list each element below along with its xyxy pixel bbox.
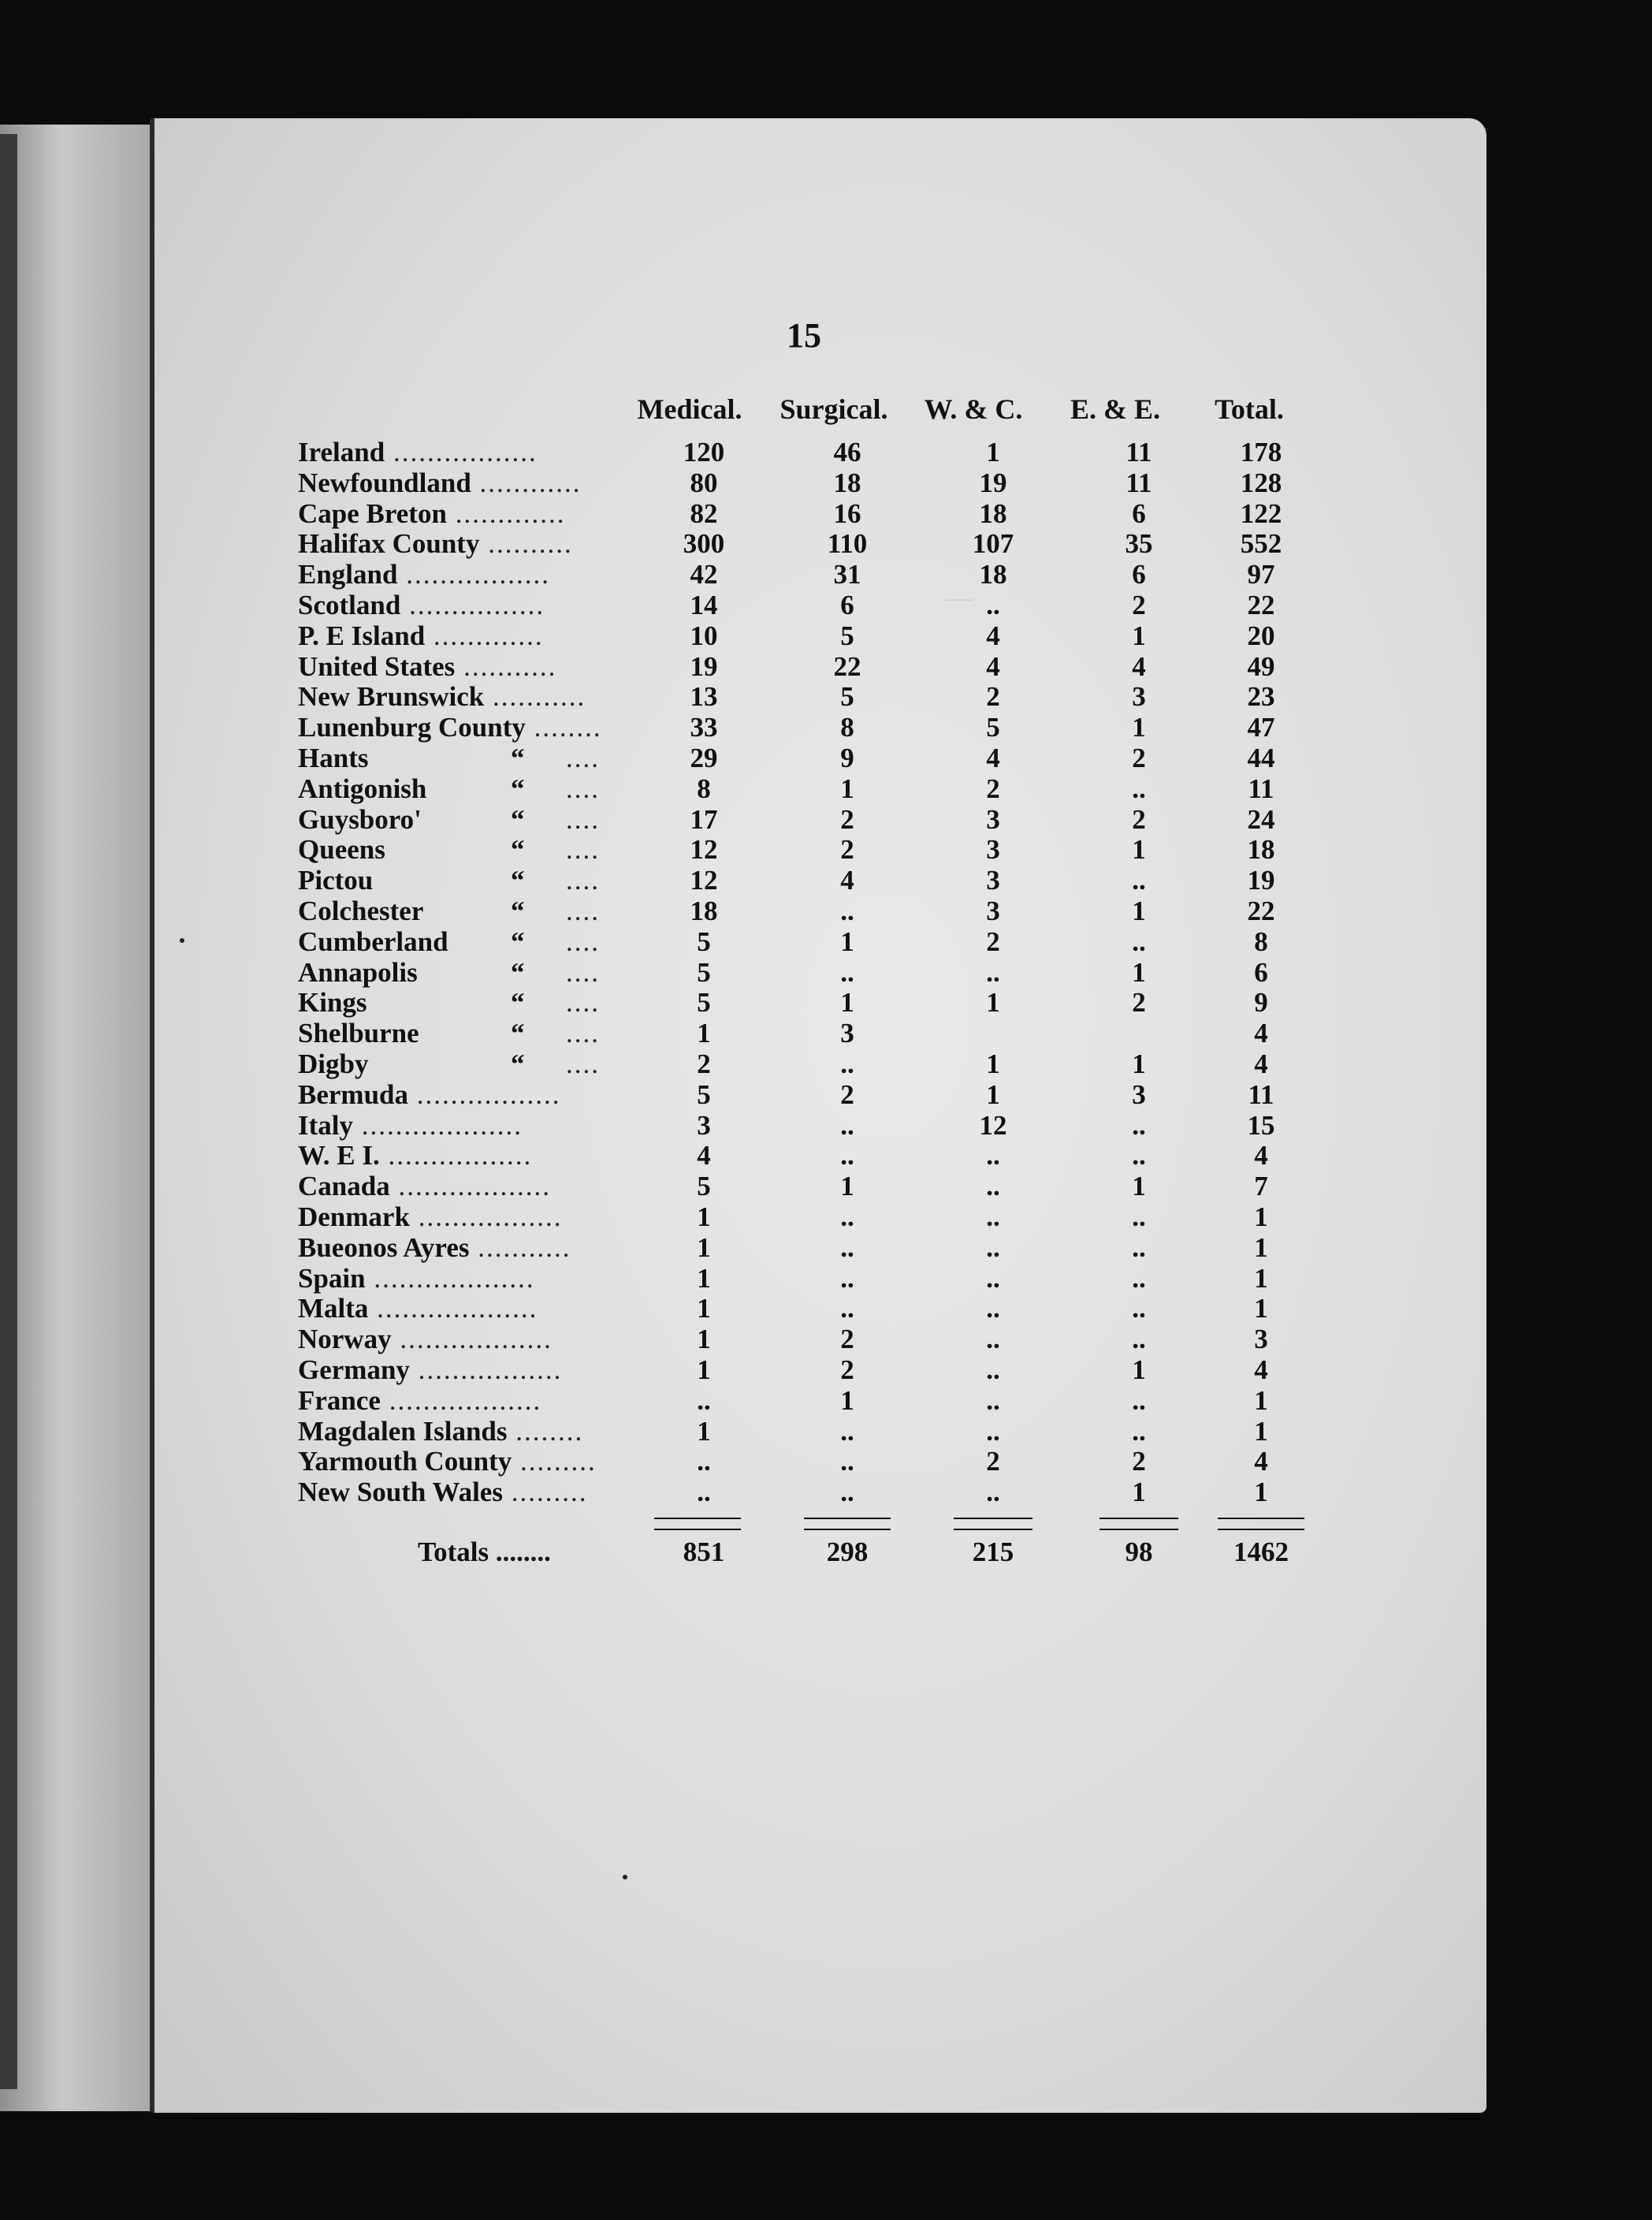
- cell-total: 4: [1254, 1446, 1268, 1477]
- cell-medical: 10: [690, 620, 718, 651]
- cell-surgical: 1: [840, 987, 854, 1018]
- cell-total: 1: [1254, 1263, 1268, 1294]
- place-name: Italy ...................: [298, 1110, 523, 1141]
- cell-total: 4: [1254, 1354, 1268, 1385]
- cell-ee: 1: [1132, 896, 1146, 926]
- cell-total: 552: [1240, 528, 1282, 559]
- place-name: Guysboro' “ ....: [298, 804, 600, 835]
- cell-medical: 5: [697, 987, 711, 1018]
- cell-medical: 13: [690, 681, 718, 712]
- place-name: Cape Breton .............: [298, 498, 566, 529]
- cell-surgical: ..: [840, 1201, 854, 1232]
- cell-surgical: ..: [840, 1232, 854, 1263]
- cell-surgical: 1: [840, 926, 854, 957]
- cell-ee: ..: [1132, 1110, 1146, 1141]
- cell-ee: ..: [1132, 1324, 1146, 1354]
- cell-ee: ..: [1132, 1140, 1146, 1171]
- page-number: 15: [787, 316, 821, 355]
- cell-total: 122: [1240, 498, 1282, 529]
- cell-ee: ..: [1132, 773, 1146, 804]
- table-row: [0, 743, 1652, 773]
- cell-surgical: 1: [840, 1385, 854, 1416]
- cell-wc: ..: [986, 590, 1000, 620]
- cell-surgical: ..: [840, 1293, 854, 1324]
- cell-surgical: ..: [840, 1446, 854, 1477]
- table-row: [0, 896, 1652, 926]
- cell-surgical: ..: [840, 957, 854, 988]
- cell-total: 4: [1254, 1049, 1268, 1079]
- cell-medical: 1: [697, 1324, 711, 1354]
- cell-medical: 5: [697, 926, 711, 957]
- table-row: [0, 499, 1652, 529]
- ditto-mark: “: [511, 987, 525, 1018]
- table-row: [0, 958, 1652, 988]
- cell-total: 47: [1247, 712, 1275, 743]
- cell-wc: 5: [986, 712, 1000, 743]
- cell-total: 8: [1254, 926, 1268, 957]
- cell-total: 22: [1247, 590, 1275, 620]
- table-row: [0, 1447, 1652, 1477]
- cell-wc: 2: [986, 681, 1000, 712]
- table-row: [0, 1233, 1652, 1263]
- place-name: Malta ...................: [298, 1293, 538, 1324]
- place-name: Ireland .................: [298, 437, 538, 467]
- table-row: [0, 621, 1652, 651]
- cell-surgical: 18: [833, 467, 861, 498]
- cell-total: 18: [1247, 834, 1275, 865]
- table-row: [0, 529, 1652, 559]
- cell-ee: 3: [1132, 681, 1146, 712]
- ink-speck: [180, 938, 184, 943]
- place-name: Digby “ ....: [298, 1049, 600, 1079]
- table-row: [0, 988, 1652, 1018]
- table-row: [0, 1264, 1652, 1294]
- place-name: Denmark .................: [298, 1201, 563, 1232]
- cell-surgical: 3: [840, 1018, 854, 1049]
- cell-surgical: 1: [840, 1171, 854, 1201]
- cell-medical: 5: [697, 957, 711, 988]
- ditto-mark: “: [511, 1018, 525, 1049]
- cell-wc: ..: [986, 1324, 1000, 1354]
- cell-medical: 80: [690, 467, 718, 498]
- place-name: Spain ...................: [298, 1263, 535, 1294]
- cell-wc: ..: [986, 1232, 1000, 1263]
- cell-medical: 12: [690, 834, 718, 865]
- cell-total: 44: [1247, 743, 1275, 773]
- place-name: Colchester “ ....: [298, 896, 600, 926]
- totals-wc: 215: [972, 1536, 1014, 1567]
- totals-ee: 98: [1125, 1536, 1153, 1567]
- place-name: Norway ..................: [298, 1324, 553, 1354]
- table-row: [0, 1049, 1652, 1079]
- cell-ee: ..: [1132, 865, 1146, 896]
- cell-ee: 35: [1125, 528, 1153, 559]
- cell-ee: 2: [1132, 987, 1146, 1018]
- cell-wc: 19: [979, 467, 1007, 498]
- cell-wc: ..: [986, 1263, 1000, 1294]
- cell-total: 1: [1254, 1201, 1268, 1232]
- cell-medical: 17: [690, 804, 718, 835]
- cell-wc: ..: [986, 957, 1000, 988]
- cell-total: 97: [1247, 559, 1275, 590]
- table-row: [0, 468, 1652, 498]
- table-row: [0, 1111, 1652, 1141]
- cell-medical: 29: [690, 743, 718, 773]
- cell-ee: ..: [1132, 1232, 1146, 1263]
- totals-medical: 851: [683, 1536, 725, 1567]
- cell-surgical: 46: [833, 437, 861, 467]
- place-name: Hants “ ....: [298, 743, 600, 773]
- place-name: Pictou “ ....: [298, 865, 600, 896]
- cell-medical: 18: [690, 896, 718, 926]
- cell-ee: 1: [1132, 620, 1146, 651]
- cell-wc: 18: [979, 559, 1007, 590]
- cell-ee: ..: [1132, 1201, 1146, 1232]
- place-name: Germany .................: [298, 1354, 563, 1385]
- cell-medical: 1: [697, 1263, 711, 1294]
- cell-total: 1: [1254, 1293, 1268, 1324]
- cell-total: 1: [1254, 1232, 1268, 1263]
- cell-surgical: 31: [833, 559, 861, 590]
- place-name: Newfoundland ............: [298, 467, 582, 498]
- ditto-mark: “: [511, 957, 525, 988]
- cell-ee: 1: [1132, 1171, 1146, 1201]
- table-row: [0, 1355, 1652, 1385]
- cell-medical: 33: [690, 712, 718, 743]
- place-name: Shelburne “ ....: [298, 1018, 600, 1049]
- totals-rule-surgical: [804, 1518, 891, 1530]
- table-row: [0, 1141, 1652, 1171]
- totals-rule-total: [1218, 1518, 1304, 1530]
- table-row: [0, 866, 1652, 896]
- cell-wc: 4: [986, 620, 1000, 651]
- header-ee: E. & E.: [1070, 393, 1160, 425]
- cell-surgical: 2: [840, 1354, 854, 1385]
- cell-wc: 18: [979, 498, 1007, 529]
- table-row: [0, 1324, 1652, 1354]
- cell-medical: ..: [697, 1477, 711, 1507]
- place-name: Bermuda .................: [298, 1079, 561, 1110]
- cell-wc: ..: [986, 1140, 1000, 1171]
- cell-medical: 5: [697, 1171, 711, 1201]
- cell-wc: ..: [986, 1171, 1000, 1201]
- cell-ee: 2: [1132, 590, 1146, 620]
- cell-total: 3: [1254, 1324, 1268, 1354]
- cell-total: 20: [1247, 620, 1275, 651]
- cell-ee: ..: [1132, 1385, 1146, 1416]
- cell-medical: 120: [683, 437, 725, 467]
- place-name: New South Wales .........: [298, 1477, 588, 1507]
- cell-medical: 5: [697, 1079, 711, 1110]
- cell-wc: 3: [986, 865, 1000, 896]
- cell-ee: 2: [1132, 743, 1146, 773]
- cell-total: 22: [1247, 896, 1275, 926]
- place-name: W. E I. .................: [298, 1140, 533, 1171]
- cell-ee: ..: [1132, 926, 1146, 957]
- header-total: Total.: [1215, 393, 1284, 425]
- cell-medical: 1: [697, 1293, 711, 1324]
- place-name: Bueonos Ayres ...........: [298, 1232, 571, 1263]
- cell-total: 9: [1254, 987, 1268, 1018]
- cell-wc: 3: [986, 804, 1000, 835]
- place-name: Cumberland “ ....: [298, 926, 600, 957]
- cell-surgical: 2: [840, 1324, 854, 1354]
- cell-surgical: 2: [840, 834, 854, 865]
- cell-ee: ..: [1132, 1293, 1146, 1324]
- cell-wc: 2: [986, 926, 1000, 957]
- cell-wc: 2: [986, 1446, 1000, 1477]
- cell-ee: 6: [1132, 498, 1146, 529]
- table-row: [0, 713, 1652, 743]
- ditto-mark: “: [511, 743, 525, 773]
- ditto-mark: “: [511, 773, 525, 804]
- cell-surgical: 4: [840, 865, 854, 896]
- cell-surgical: 110: [827, 528, 868, 559]
- cell-surgical: ..: [840, 1140, 854, 1171]
- cell-wc: ..: [986, 1385, 1000, 1416]
- ditto-mark: “: [511, 834, 525, 865]
- cell-medical: 12: [690, 865, 718, 896]
- totals-rule-medical: [654, 1518, 741, 1530]
- ditto-mark: “: [511, 865, 525, 896]
- totals-surgical: 298: [826, 1536, 869, 1567]
- place-name: Kings “ ....: [298, 987, 600, 1018]
- table-row: [0, 927, 1652, 957]
- cell-medical: 4: [697, 1140, 711, 1171]
- cell-wc: ..: [986, 1354, 1000, 1385]
- cell-total: 1: [1254, 1477, 1268, 1507]
- place-name: Magdalen Islands ........: [298, 1416, 584, 1447]
- cell-medical: 19: [690, 651, 718, 682]
- cell-ee: ..: [1132, 1263, 1146, 1294]
- cell-medical: 1: [697, 1201, 711, 1232]
- cell-wc: 1: [986, 1049, 1000, 1079]
- place-name: England .................: [298, 559, 550, 590]
- table-row: [0, 1386, 1652, 1416]
- table-row: [0, 438, 1652, 467]
- cell-ee: 1: [1132, 1354, 1146, 1385]
- cell-medical: 82: [690, 498, 718, 529]
- cell-total: 1: [1254, 1385, 1268, 1416]
- cell-medical: 3: [697, 1110, 711, 1141]
- place-name: Scotland ................: [298, 590, 545, 620]
- ink-speck: [623, 1875, 627, 1879]
- table-row: [0, 682, 1652, 712]
- cell-total: 15: [1247, 1110, 1275, 1141]
- cell-wc: ..: [986, 1477, 1000, 1507]
- cell-ee: 1: [1132, 834, 1146, 865]
- table-row: [0, 652, 1652, 682]
- cell-wc: 2: [986, 773, 1000, 804]
- cell-ee: 11: [1126, 437, 1152, 467]
- cell-total: 11: [1248, 773, 1274, 804]
- cell-surgical: ..: [840, 1477, 854, 1507]
- ditto-mark: “: [511, 926, 525, 957]
- cell-surgical: 2: [840, 1079, 854, 1110]
- cell-wc: 107: [972, 528, 1014, 559]
- table-row: [0, 1019, 1652, 1049]
- cell-ee: 2: [1132, 804, 1146, 835]
- place-name: Yarmouth County .........: [298, 1446, 597, 1477]
- cell-ee: 3: [1132, 1079, 1146, 1110]
- cell-wc: 3: [986, 896, 1000, 926]
- ditto-mark: “: [511, 804, 525, 835]
- cell-total: 19: [1247, 865, 1275, 896]
- header-surgical: Surgical.: [779, 393, 888, 425]
- totals-total: 1462: [1233, 1536, 1289, 1567]
- cell-wc: 3: [986, 834, 1000, 865]
- place-name: Lunenburg County ........: [298, 712, 602, 743]
- cell-total: 4: [1254, 1018, 1268, 1049]
- cell-surgical: 1: [840, 773, 854, 804]
- cell-medical: 1: [697, 1416, 711, 1447]
- cell-surgical: ..: [840, 1416, 854, 1447]
- cell-surgical: ..: [840, 1110, 854, 1141]
- cell-total: 128: [1240, 467, 1282, 498]
- table-row: [0, 774, 1652, 804]
- cell-ee: 11: [1126, 467, 1152, 498]
- ditto-mark: “: [511, 896, 525, 926]
- place-name: Antigonish “ ....: [298, 773, 600, 804]
- cell-wc: 12: [979, 1110, 1007, 1141]
- place-name: France ..................: [298, 1385, 542, 1416]
- ditto-mark: “: [511, 1049, 525, 1079]
- cell-medical: 1: [697, 1232, 711, 1263]
- cell-medical: ..: [697, 1446, 711, 1477]
- cell-surgical: ..: [840, 896, 854, 926]
- cell-medical: 14: [690, 590, 718, 620]
- place-name: Canada ..................: [298, 1171, 551, 1201]
- cell-surgical: 2: [840, 804, 854, 835]
- cell-total: 178: [1240, 437, 1282, 467]
- cell-ee: 4: [1132, 651, 1146, 682]
- cell-medical: 1: [697, 1354, 711, 1385]
- table-row: [0, 590, 1652, 620]
- cell-wc: 1: [986, 987, 1000, 1018]
- cell-medical: ..: [697, 1385, 711, 1416]
- cell-total: 4: [1254, 1140, 1268, 1171]
- cell-surgical: ..: [840, 1263, 854, 1294]
- cell-surgical: 22: [833, 651, 861, 682]
- cell-ee: 1: [1132, 1049, 1146, 1079]
- cell-surgical: ..: [840, 1049, 854, 1079]
- table-row: [0, 1202, 1652, 1232]
- cell-ee: 1: [1132, 712, 1146, 743]
- cell-surgical: 16: [833, 498, 861, 529]
- cell-total: 11: [1248, 1079, 1274, 1110]
- cell-wc: ..: [986, 1293, 1000, 1324]
- place-name: United States ...........: [298, 651, 557, 682]
- cell-wc: 4: [986, 743, 1000, 773]
- table-row: [0, 560, 1652, 590]
- cell-medical: 8: [697, 773, 711, 804]
- cell-total: 24: [1247, 804, 1275, 835]
- cell-surgical: 8: [840, 712, 854, 743]
- totals-row: [0, 1537, 1652, 1567]
- cell-surgical: 5: [840, 620, 854, 651]
- totals-rule-ee: [1099, 1518, 1178, 1530]
- cell-ee: 1: [1132, 957, 1146, 988]
- cell-total: 49: [1247, 651, 1275, 682]
- cell-total: 7: [1254, 1171, 1268, 1201]
- place-name: Halifax County ..........: [298, 528, 573, 559]
- cell-total: 23: [1247, 681, 1275, 712]
- header-medical: Medical.: [637, 393, 742, 425]
- cell-surgical: 5: [840, 681, 854, 712]
- cell-surgical: 6: [840, 590, 854, 620]
- table-row: [0, 1417, 1652, 1447]
- cell-ee: 1: [1132, 1477, 1146, 1507]
- place-name: Annapolis “ ....: [298, 957, 600, 988]
- table-row: [0, 1080, 1652, 1110]
- cell-wc: 4: [986, 651, 1000, 682]
- cell-wc: 1: [986, 1079, 1000, 1110]
- cell-ee: 2: [1132, 1446, 1146, 1477]
- cell-total: 1: [1254, 1416, 1268, 1447]
- table-row: [0, 1477, 1652, 1507]
- place-name: New Brunswick ...........: [298, 681, 586, 712]
- totals-label: Totals ........: [418, 1536, 551, 1567]
- cell-medical: 300: [683, 528, 725, 559]
- place-name: Queens “ ....: [298, 834, 600, 865]
- totals-rule-wc: [954, 1518, 1032, 1530]
- cell-wc: 1: [986, 437, 1000, 467]
- cell-medical: 2: [697, 1049, 711, 1079]
- place-name: P. E Island .............: [298, 620, 544, 651]
- table-row: [0, 1294, 1652, 1324]
- table-row: [0, 805, 1652, 835]
- cell-total: 6: [1254, 957, 1268, 988]
- bleed-through-text: —: [946, 583, 973, 613]
- cell-wc: ..: [986, 1416, 1000, 1447]
- header-wc: W. & C.: [924, 393, 1023, 425]
- cell-medical: 42: [690, 559, 718, 590]
- cell-medical: 1: [697, 1018, 711, 1049]
- cell-ee: ..: [1132, 1416, 1146, 1447]
- table-row: [0, 1171, 1652, 1201]
- table-row: [0, 835, 1652, 865]
- cell-wc: ..: [986, 1201, 1000, 1232]
- cell-surgical: 9: [840, 743, 854, 773]
- cell-ee: 6: [1132, 559, 1146, 590]
